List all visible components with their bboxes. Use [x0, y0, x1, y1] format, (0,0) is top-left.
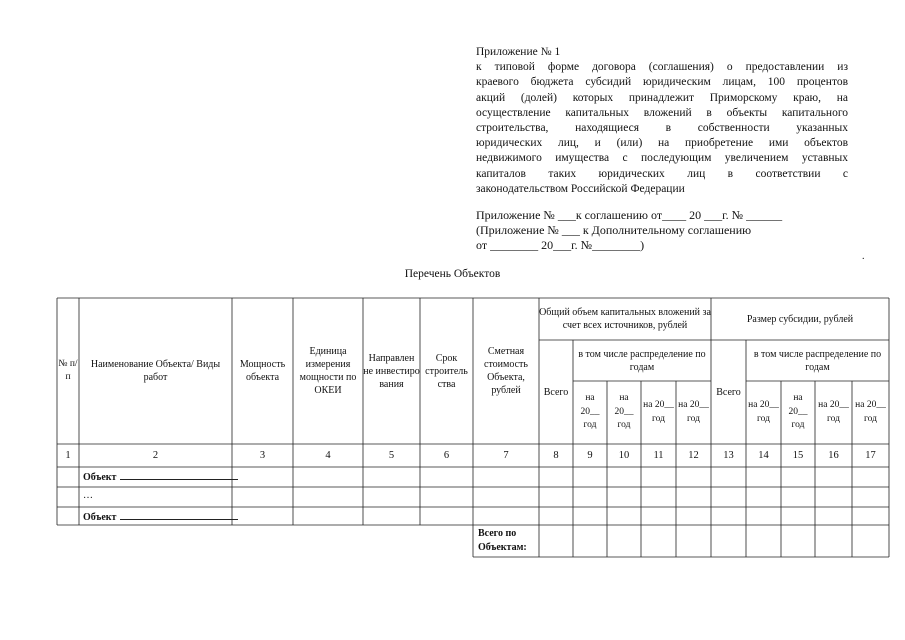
column-number: 11: [653, 450, 664, 461]
appendix-header: [476, 45, 848, 197]
appendix-line: законодательством Российской Федерации: [476, 182, 685, 195]
list-title: Перечень Объектов: [404, 268, 501, 280]
column-number: 6: [443, 450, 450, 461]
appendix-title: Приложение № 1: [476, 46, 561, 58]
object-label: Объект: [83, 472, 117, 483]
year-header: на 20__ год: [580, 393, 600, 431]
year-header: на 20__ год: [748, 400, 779, 424]
year-header: на 20__ год: [678, 400, 709, 424]
subheader-by-years-subsidy: в том числе распределение по годам: [753, 348, 882, 373]
appendix-line: акций (долей) которых принадлежит Приморскому краю, на: [476, 91, 848, 104]
stray-mark: .: [862, 251, 865, 262]
column-number: 1: [65, 450, 71, 461]
column-number: 17: [865, 450, 876, 461]
column-number: 7: [503, 450, 509, 461]
object-name-blank: [120, 470, 238, 480]
column-header-capacity: Мощность объекта: [239, 359, 286, 383]
column-number: 9: [587, 450, 593, 461]
column-header-name: Наименование Объекта/ Виды работ: [90, 359, 221, 383]
year-header: на 20__ год: [614, 393, 634, 431]
column-number: 5: [388, 450, 395, 461]
column-header-unit: Единица измерения мощности по ОКЕИ: [299, 346, 357, 396]
year-header: на 20__ год: [818, 400, 849, 424]
year-header: на 20__ год: [643, 400, 674, 424]
appendix-line: капиталов таких юридических лиц в соответствии с: [476, 167, 848, 180]
object-label: Объект: [83, 512, 117, 523]
subheader-by-years-investment: в том числе распределение по годам: [578, 348, 706, 373]
annex-reference: [476, 208, 848, 254]
column-number: 13: [723, 450, 734, 461]
column-number: 10: [618, 450, 630, 461]
subheader-total-investment: Всего: [543, 386, 569, 398]
appendix-line: строительства, находящиеся в собственности указанных: [476, 122, 848, 135]
year-header: на 20__ год: [855, 400, 886, 424]
total-row-label: Всего по Объектам:: [478, 528, 527, 553]
annex-line-3: от ________ 20___г. №________): [476, 238, 645, 253]
annex-line-1: Приложение № ___к соглашению от____ 20 ___г. № ______: [476, 208, 783, 222]
column-number: 2: [152, 450, 159, 461]
column-header-term: Срок строитель ства: [425, 352, 468, 390]
column-number: 3: [259, 450, 266, 461]
appendix-line: краевого бюджета субсидий юридическим лицам, 100 процентов: [476, 76, 848, 89]
column-header-number: № п/п: [58, 358, 78, 382]
table-row-object-1: [83, 470, 238, 483]
column-number: 8: [553, 450, 559, 461]
object-name-blank: [120, 510, 238, 520]
group-header-subsidy: Размер субсидии, рублей: [746, 313, 854, 325]
column-number: 16: [828, 450, 839, 461]
column-number: 4: [325, 450, 331, 461]
appendix-line: юридических лиц, и (или) на приобретение ими объектов: [476, 137, 848, 150]
table-row-object-2: [83, 510, 238, 523]
appendix-line: к типовой форме договора (соглашения) о предоставлении из: [476, 61, 848, 74]
appendix-line: осуществление капитальных вложений в объекты капитального: [476, 106, 848, 119]
appendix-line: недвижимого имущества с последующим увеличением уставных: [476, 152, 848, 165]
column-number: 12: [688, 450, 699, 461]
column-header-cost: Сметная стоимость Объекта, рублей: [484, 346, 528, 396]
annex-line-2: (Приложение № ___ к Дополнительному соглашению: [476, 223, 752, 238]
column-header-direction: Направлен не инвестиро вания: [363, 352, 420, 390]
column-number: 14: [758, 450, 769, 461]
subheader-total-subsidy: Всего: [716, 386, 741, 398]
year-header: на 20__ год: [788, 393, 808, 431]
group-header-investment: Общий объем капитальных вложений за счет всех источников, рублей: [539, 307, 711, 331]
table-row-ellipsis: …: [83, 490, 93, 501]
column-number: 15: [792, 450, 804, 461]
